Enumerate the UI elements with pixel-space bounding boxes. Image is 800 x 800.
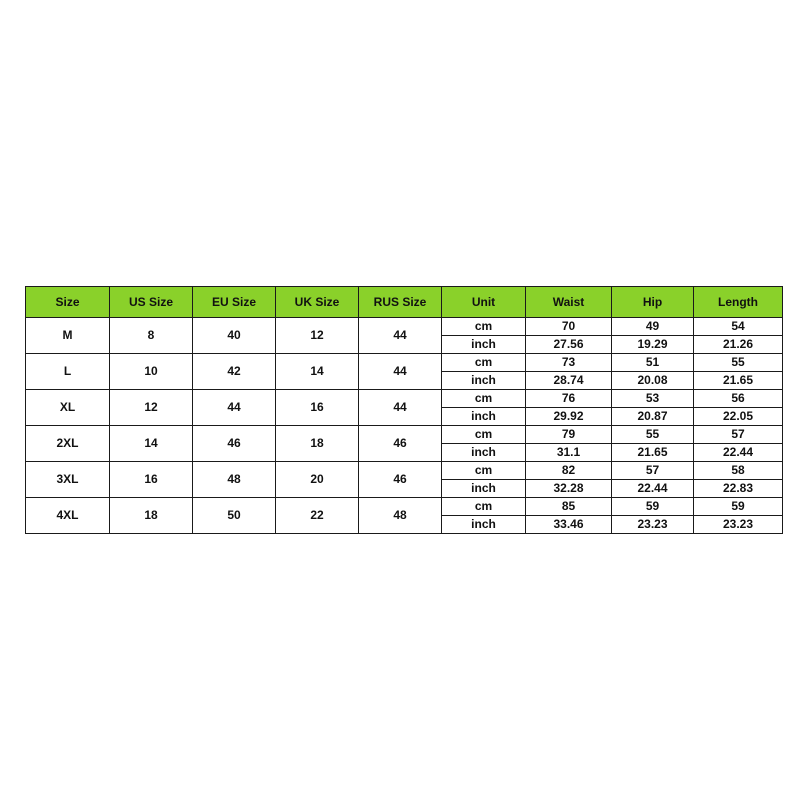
waist-cell: 79: [526, 426, 612, 444]
uk-size-cell: 22: [276, 498, 359, 534]
eu-size-cell: 46: [193, 426, 276, 462]
hip-cell: 23.23: [612, 516, 694, 534]
size-cell: 2XL: [26, 426, 110, 462]
eu-size-cell: 42: [193, 354, 276, 390]
length-cell: 22.83: [694, 480, 783, 498]
unit-cell: inch: [442, 516, 526, 534]
us-size-cell: 14: [110, 426, 193, 462]
length-cell: 56: [694, 390, 783, 408]
eu-size-cell: 50: [193, 498, 276, 534]
length-cell: 58: [694, 462, 783, 480]
hip-cell: 20.87: [612, 408, 694, 426]
hip-cell: 49: [612, 318, 694, 336]
table-row: [26, 390, 783, 408]
unit-cell: cm: [442, 426, 526, 444]
rus-size-cell: 48: [359, 498, 442, 534]
hip-cell: 19.29: [612, 336, 694, 354]
length-cell: 59: [694, 498, 783, 516]
unit-cell: inch: [442, 480, 526, 498]
length-cell: 57: [694, 426, 783, 444]
hip-cell: 53: [612, 390, 694, 408]
unit-cell: cm: [442, 498, 526, 516]
length-cell: 23.23: [694, 516, 783, 534]
size-cell: M: [26, 318, 110, 354]
table-row: [26, 462, 783, 480]
waist-cell: 76: [526, 390, 612, 408]
header-length: Length: [694, 287, 783, 318]
length-cell: 22.05: [694, 408, 783, 426]
rus-size-cell: 46: [359, 462, 442, 498]
uk-size-cell: 14: [276, 354, 359, 390]
waist-cell: 70: [526, 318, 612, 336]
waist-cell: 31.1: [526, 444, 612, 462]
hip-cell: 21.65: [612, 444, 694, 462]
uk-size-cell: 12: [276, 318, 359, 354]
size-cell: 3XL: [26, 462, 110, 498]
table-body: [26, 318, 783, 534]
eu-size-cell: 48: [193, 462, 276, 498]
length-cell: 54: [694, 318, 783, 336]
us-size-cell: 12: [110, 390, 193, 426]
hip-cell: 22.44: [612, 480, 694, 498]
hip-cell: 51: [612, 354, 694, 372]
length-cell: 21.26: [694, 336, 783, 354]
waist-cell: 82: [526, 462, 612, 480]
table-row: [26, 354, 783, 372]
unit-cell: cm: [442, 318, 526, 336]
header-unit: Unit: [442, 287, 526, 318]
us-size-cell: 10: [110, 354, 193, 390]
waist-cell: 33.46: [526, 516, 612, 534]
waist-cell: 29.92: [526, 408, 612, 426]
table-row: [26, 318, 783, 336]
length-cell: 55: [694, 354, 783, 372]
waist-cell: 28.74: [526, 372, 612, 390]
waist-cell: 73: [526, 354, 612, 372]
unit-cell: cm: [442, 354, 526, 372]
unit-cell: inch: [442, 372, 526, 390]
unit-cell: inch: [442, 408, 526, 426]
uk-size-cell: 18: [276, 426, 359, 462]
unit-cell: inch: [442, 336, 526, 354]
unit-cell: cm: [442, 462, 526, 480]
table-row: [26, 426, 783, 444]
size-cell: XL: [26, 390, 110, 426]
hip-cell: 57: [612, 462, 694, 480]
length-cell: 22.44: [694, 444, 783, 462]
rus-size-cell: 44: [359, 318, 442, 354]
hip-cell: 55: [612, 426, 694, 444]
eu-size-cell: 44: [193, 390, 276, 426]
waist-cell: 27.56: [526, 336, 612, 354]
eu-size-cell: 40: [193, 318, 276, 354]
unit-cell: inch: [442, 444, 526, 462]
uk-size-cell: 16: [276, 390, 359, 426]
header-eu-size: EU Size: [193, 287, 276, 318]
size-cell: L: [26, 354, 110, 390]
rus-size-cell: 46: [359, 426, 442, 462]
waist-cell: 32.28: [526, 480, 612, 498]
waist-cell: 85: [526, 498, 612, 516]
table-row: [26, 498, 783, 516]
header-hip: Hip: [612, 287, 694, 318]
length-cell: 21.65: [694, 372, 783, 390]
rus-size-cell: 44: [359, 354, 442, 390]
rus-size-cell: 44: [359, 390, 442, 426]
uk-size-cell: 20: [276, 462, 359, 498]
header-rus-size: RUS Size: [359, 287, 442, 318]
size-table: [25, 286, 783, 534]
header-waist: Waist: [526, 287, 612, 318]
hip-cell: 59: [612, 498, 694, 516]
us-size-cell: 8: [110, 318, 193, 354]
us-size-cell: 18: [110, 498, 193, 534]
header-us-size: US Size: [110, 287, 193, 318]
unit-cell: cm: [442, 390, 526, 408]
size-chart: [25, 286, 782, 534]
header-uk-size: UK Size: [276, 287, 359, 318]
us-size-cell: 16: [110, 462, 193, 498]
size-cell: 4XL: [26, 498, 110, 534]
hip-cell: 20.08: [612, 372, 694, 390]
header-row: [26, 287, 783, 318]
header-size: Size: [26, 287, 110, 318]
